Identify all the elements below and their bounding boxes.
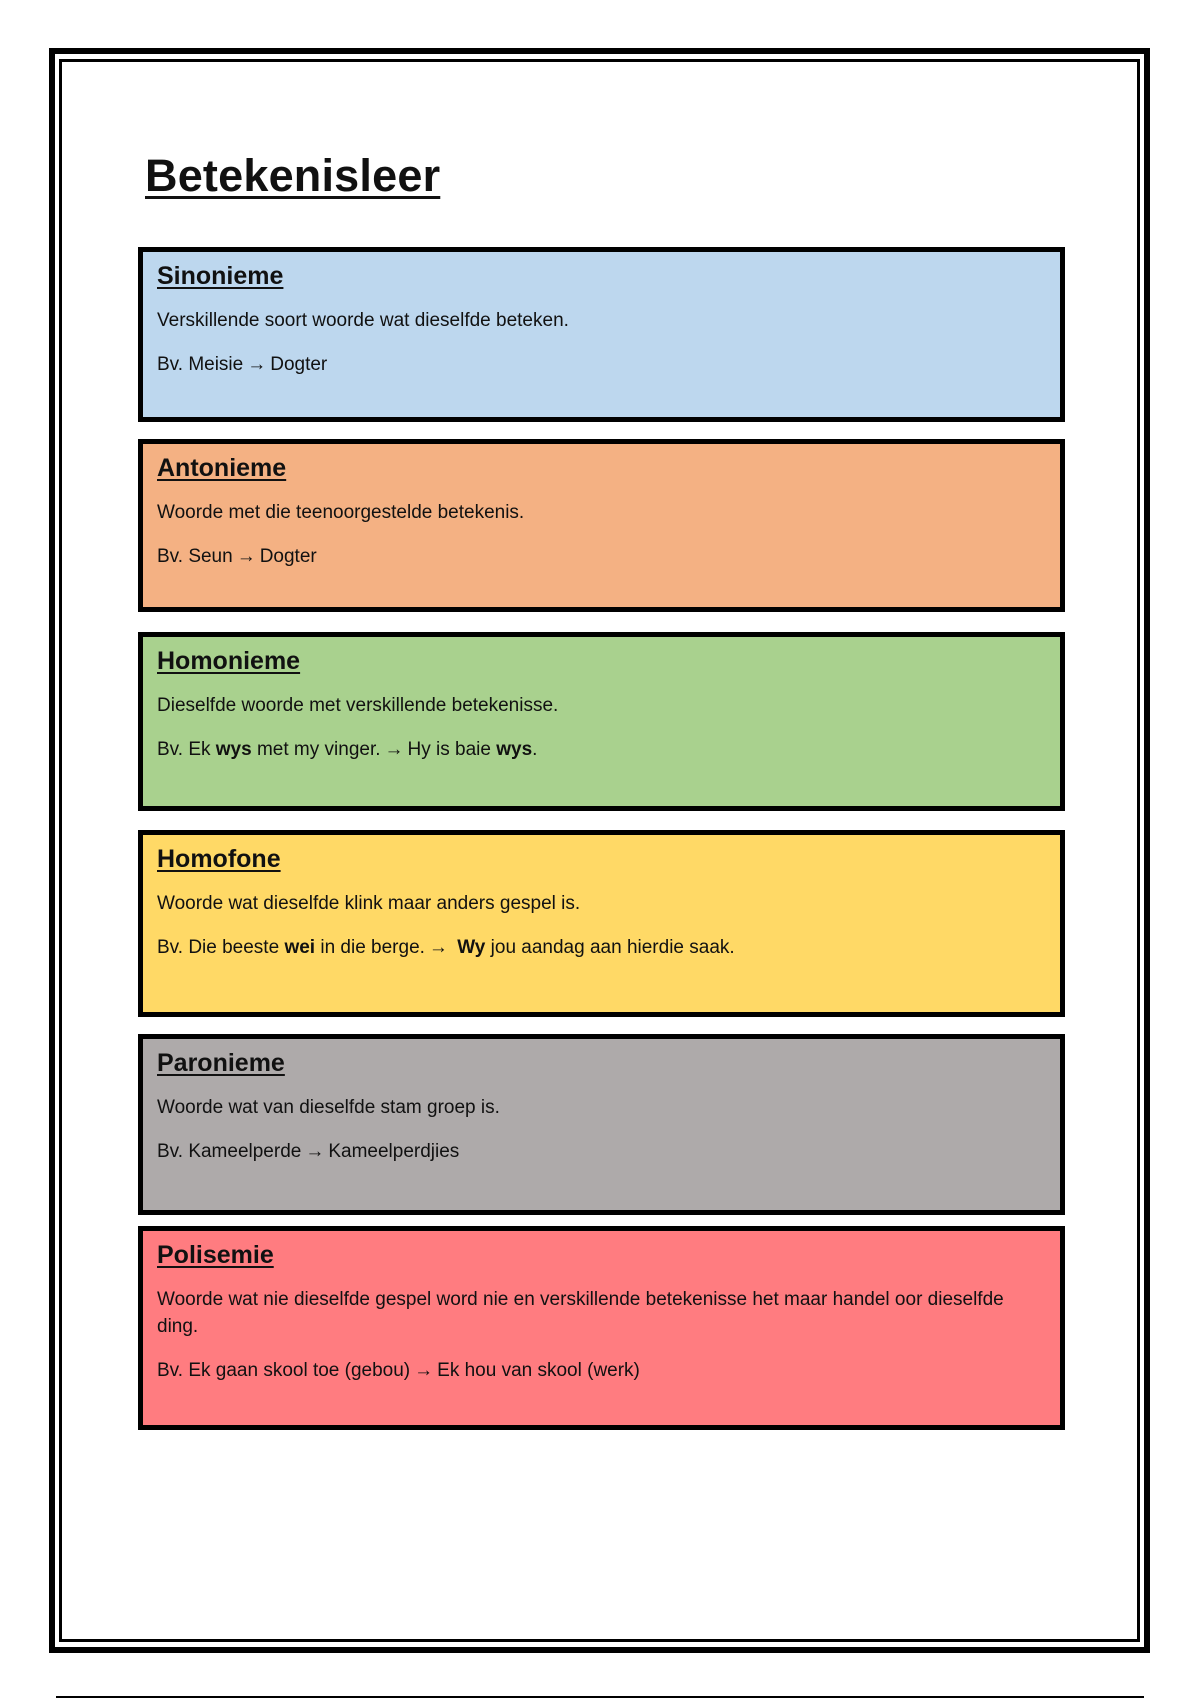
page-title: Betekenisleer — [145, 150, 441, 201]
arrow-icon: → — [414, 1360, 434, 1381]
card-homonieme — [138, 632, 1065, 811]
card-heading: Sinonieme — [157, 262, 284, 290]
card-example: Bv. Meisie → Dogter — [157, 354, 328, 375]
card-heading: Homofone — [157, 845, 281, 873]
card-definition: Verskillende soort woorde wat dieselfde beteken. — [157, 310, 569, 331]
arrow-icon: → — [236, 546, 256, 567]
card-homofone — [138, 830, 1065, 1017]
card-antonieme — [138, 439, 1065, 612]
card-example: Bv. Ek gaan skool toe (gebou) → Ek hou van skool (werk) — [157, 1360, 640, 1381]
card-example: Bv. Ek wys met my vinger. → Hy is baie wys. — [157, 739, 538, 760]
card-paronieme — [138, 1034, 1065, 1215]
card-definition: Dieselfde woorde met verskillende betekenisse. — [157, 695, 559, 716]
arrow-icon: → — [305, 1141, 325, 1162]
arrow-icon: → — [384, 739, 404, 760]
bottom-rule — [56, 1696, 1144, 1698]
card-polisemie — [138, 1226, 1065, 1430]
card-heading: Homonieme — [157, 647, 301, 675]
card-definition: Woorde wat nie dieselfde gespel word nie en verskillende betekenisse het maar handel oor dieselfde ding. — [157, 1289, 1004, 1337]
card-definition: Woorde wat van dieselfde stam groep is. — [157, 1097, 500, 1118]
arrow-icon: → — [428, 937, 448, 958]
card-heading: Polisemie — [157, 1241, 274, 1269]
card-example: Bv. Kameelperde → Kameelperdjies — [157, 1141, 460, 1162]
card-example: Bv. Seun → Dogter — [157, 546, 317, 567]
card-heading: Paronieme — [157, 1049, 285, 1077]
card-sinonieme — [138, 247, 1065, 422]
card-definition: Woorde wat dieselfde klink maar anders gespel is. — [157, 893, 581, 914]
arrow-icon: → — [247, 354, 267, 375]
card-definition: Woorde met die teenoorgestelde betekenis. — [157, 502, 525, 523]
card-heading: Antonieme — [157, 454, 287, 482]
card-example: Bv. Die beeste wei in die berge. → Wy jou aandag aan hierdie saak. — [157, 937, 735, 958]
